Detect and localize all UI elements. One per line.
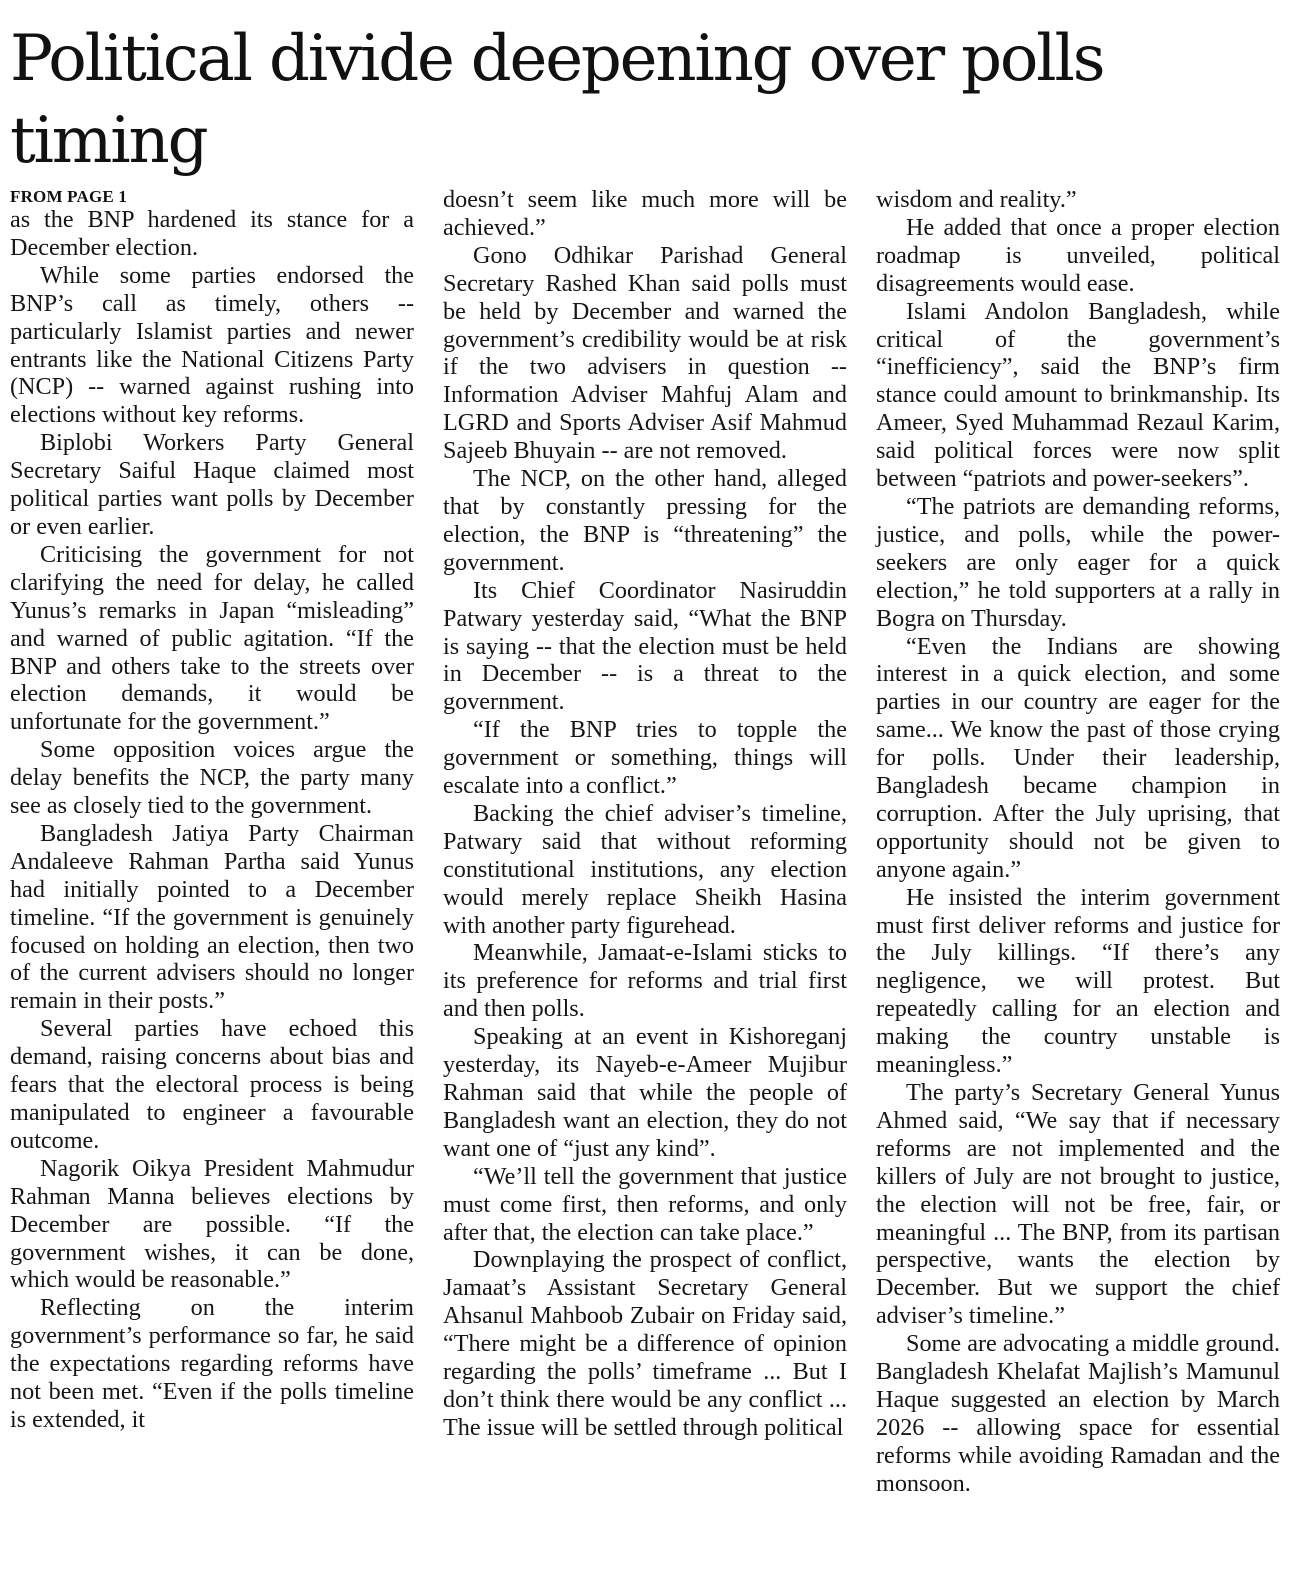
paragraph: “If the BNP tries to topple the government or something, things will escalate into a conflict.” [443, 716, 847, 800]
paragraph: The party’s Secretary General Yunus Ahmed said, “We say that if necessary reforms are not implemented and the killers of July are not brought to justice, the election will not be free, fair, or meaningful ... The BNP, from its partisan perspective, wants the election by December. But we support the chief adviser’s timeline.” [876, 1079, 1280, 1330]
paragraph: “The patriots are demanding reforms, justice, and polls, while the power-seekers are only eager for a quick election,” he told supporters at a rally in Bogra on Thursday. [876, 492, 1280, 632]
article-column-2 [443, 186, 847, 1442]
paragraph: Backing the chief adviser’s timeline, Patwary said that without reforming constitutional institutions, any election would merely replace Sheikh Hasina with another party figurehead. [443, 799, 847, 939]
paragraph: Downplaying the prospect of conflict, Jamaat’s Assistant Secretary General Ahsanul Mahboob Zubair on Friday said, “There might be a difference of opinion regarding the polls’ timeframe ... But I don’t think there would be any conflict ... The issue will be settled through political [443, 1246, 847, 1441]
paragraph: as the BNP hardened its stance for a December election. [10, 206, 414, 261]
paragraph: Some opposition voices argue the delay benefits the NCP, the party many see as closely tied to the government. [10, 736, 414, 820]
paragraph: doesn’t seem like much more will be achieved.” [443, 186, 847, 241]
paragraph: “We’ll tell the government that justice must come first, then reforms, and only after that, the election can take place.” [443, 1162, 847, 1246]
paragraph: Biplobi Workers Party General Secretary Saiful Haque claimed most political parties want polls by December or even earlier. [10, 429, 414, 540]
paragraph: “Even the Indians are showing interest in a quick election, and some parties in our country are eager for the same... We know the past of those crying for polls. Under their leadership, Bangladesh became champion in corruption. After the July uprising, that opportunity should not be given to anyone again.” [876, 632, 1280, 883]
paragraph: Nagorik Oikya President Mahmudur Rahman Manna believes elections by December are possible. “If the government wishes, it can be done, which would be reasonable.” [10, 1154, 414, 1294]
headline: Political divide deepening over polls timing [10, 22, 1104, 178]
paragraph: Bangladesh Jatiya Party Chairman Andaleeve Rahman Partha said Yunus had initially pointed to a December timeline. “If the government is genuinely focused on holding an election, then two of the current advisers should no longer remain in their posts.” [10, 819, 414, 1015]
paragraph: Some are advocating a middle ground. Bangladesh Khelafat Majlish’s Mamunul Haque suggested an election by March 2026 -- allowing space for essential reforms while avoiding Ramadan and the monsoon. [876, 1330, 1280, 1497]
paragraph: Gono Odhikar Parishad General Secretary Rashed Khan said polls must be held by December and warned the government’s credibility would be at risk if the two advisers in question -- Information Adviser Mahfuj Alam and LGRD and Sports Adviser Asif Mahmud Sajeeb Bhuyain -- are not removed. [443, 241, 847, 465]
paragraph: Several parties have echoed this demand, raising concerns about bias and fears that the electoral process is being manipulated to engineer a favourable outcome. [10, 1015, 414, 1154]
paragraph: He insisted the interim government must first deliver reforms and justice for the July killings. “If there’s any negligence, we will protest. But repeatedly calling for an election and making the country unstable is meaningless.” [876, 883, 1280, 1079]
paragraph: Its Chief Coordinator Nasiruddin Patwary yesterday said, “What the BNP is saying -- that the election must be held in December -- is a threat to the government. [443, 576, 847, 716]
paragraph: Meanwhile, Jamaat-e-Islami sticks to its preference for reforms and trial first and then polls. [443, 939, 847, 1023]
paragraph: He added that once a proper election roadmap is unveiled, political disagreements would ease. [876, 213, 1280, 297]
article-column-1 [10, 186, 414, 1434]
continuation-kicker: FROM PAGE 1 [10, 187, 128, 206]
paragraph: Islami Andolon Bangladesh, while critical of the government’s “inefficiency”, said the BNP’s firm stance could amount to brinkmanship. Its Ameer, Syed Muhammad Rezaul Karim, said political forces were now split between “patriots and power-seekers”. [876, 297, 1280, 493]
paragraph: Speaking at an event in Kishoreganj yesterday, its Nayeb-e-Ameer Mujibur Rahman said that while the people of Bangladesh want an election, they do not want one of “just any kind”. [443, 1023, 847, 1162]
paragraph: The NCP, on the other hand, alleged that by constantly pressing for the election, the BNP is “threatening” the government. [443, 465, 847, 576]
paragraph: Reflecting on the interim government’s performance so far, he said the expectations regarding reforms have not been met. “Even if the polls timeline is extended, it [10, 1294, 414, 1433]
paragraph: While some parties endorsed the BNP’s call as timely, others -- particularly Islamist parties and newer entrants like the National Citizens Party (NCP) -- warned against rushing into elections without key reforms. [10, 261, 414, 429]
paragraph: Criticising the government for not clarifying the need for delay, he called Yunus’s remarks in Japan “misleading” and warned of public agitation. “If the BNP and others take to the streets over election demands, it would be unfortunate for the government.” [10, 540, 414, 736]
paragraph: wisdom and reality.” [876, 186, 1077, 213]
article-column-3 [876, 186, 1280, 1498]
